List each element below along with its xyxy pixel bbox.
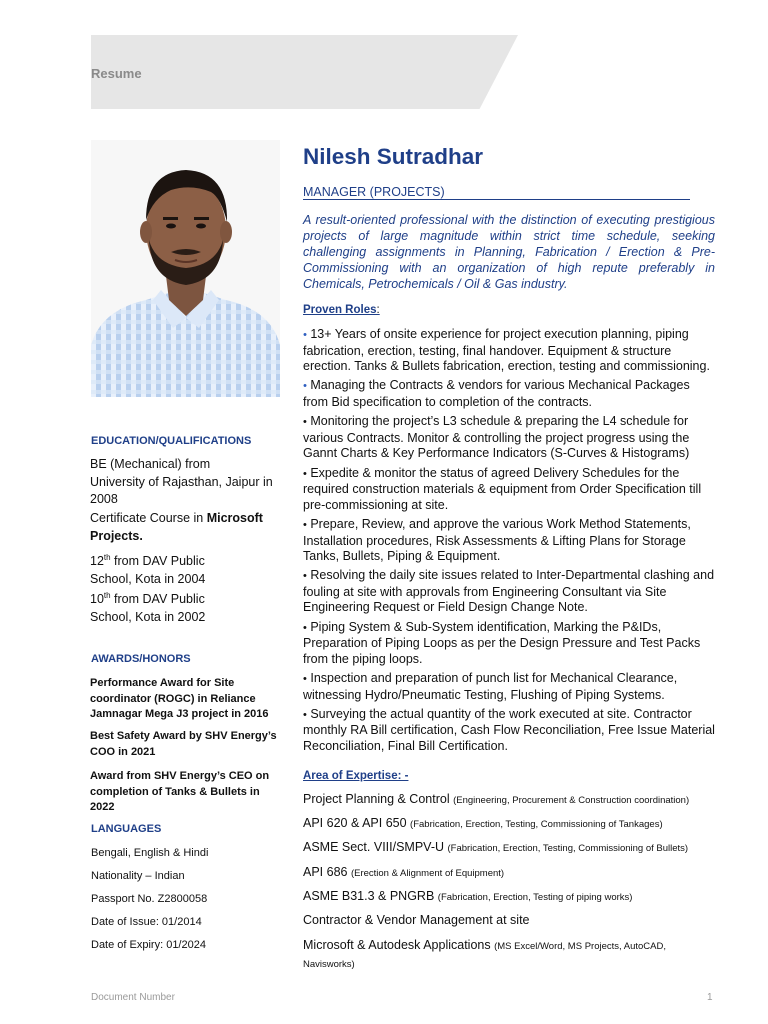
expertise-item [303, 889, 715, 905]
list-item-text: Expedite & monitor the status of agreed Delivery Schedules for the required construction materials & equipment from Order Specification till pre-commissioning at site. [303, 465, 702, 512]
expertise-item [303, 937, 715, 973]
list-item [303, 378, 715, 410]
page-number: 1 [707, 992, 713, 1003]
education-be-line2: University of Rajasthan, Jaipur in 2008 [90, 474, 273, 506]
award-item: Performance Award for Site coordinator (ROGC) in Reliance Jamnagar Mega J3 project in 2016 [90, 677, 269, 720]
list-item-text: Resolving the daily site issues related to Inter-Departmental clashing and fouling at site with approvals from Engineering Consultant via Site Engineering Request or Field Design Change Note. [303, 568, 715, 615]
header-label: Resume [91, 66, 142, 81]
nationality: Nationality – Indian [91, 870, 185, 882]
passport-number: Passport No. Z2800058 [91, 893, 208, 905]
bullet-icon: • [303, 467, 307, 480]
proven-roles-heading [303, 304, 380, 316]
profile-summary: A result-oriented professional with the distinction of executing prestigious projects of large magnitude within strict time schedule, seeking challenging assignments in Planning, Fabrication / Erection & Pre-Commissioning with an organization of high repute preferably in Chemicals, Petrochemicals / Oil & Gas industry. [303, 213, 715, 291]
education-be-line1: BE (Mechanical) from [90, 457, 211, 471]
expertise-main: ASME Sect. VIII/SMPV-U [303, 840, 448, 855]
expertise-main: ASME B31.3 & PNGRB [303, 888, 438, 903]
bullet-icon: • [303, 329, 307, 341]
list-item [303, 517, 715, 565]
bullet-icon: • [303, 518, 307, 531]
twelfth-num: 12 [90, 554, 104, 569]
tenth-rest: from DAV Public [110, 592, 205, 607]
education-heading: EDUCATION/QUALIFICATIONS [91, 435, 252, 447]
expertise-heading: Area of Expertise: - [303, 770, 409, 782]
profile-photo [91, 140, 280, 397]
list-item [303, 466, 715, 514]
tenth-sup: th [103, 591, 111, 600]
expertise-main: Project Planning & Control [303, 792, 454, 806]
bullet-icon: • [303, 621, 307, 634]
expertise-item [303, 865, 715, 881]
expertise-item [303, 840, 715, 856]
bullet-icon: • [303, 380, 307, 393]
tenth-num: 10 [90, 592, 104, 607]
bullet-icon: • [303, 570, 307, 583]
job-title: MANAGER (PROJECTS) [303, 185, 690, 200]
twelfth-rest: from DAV Public [110, 554, 205, 569]
education-cert-prefix: Certificate Course in [90, 511, 207, 525]
twelfth-line2: School, Kota in 2004 [90, 571, 206, 586]
expertise-detail: (Engineering, Procurement & Construction coordination) [453, 795, 690, 806]
list-item [303, 414, 715, 462]
proven-roles-colon: : [376, 304, 380, 316]
list-item-text: 13+ Years of onsite experience for project execution planning, piping fabrication, erection, testing, final handover. Equipment & structure erection. Tanks & Bullets fabrication, erection, testing and commissioning. [303, 327, 710, 374]
award-item: Best Safety Award by SHV Energy’s COO in 2021 [90, 730, 277, 758]
passport-issue-date: Date of Issue: 01/2014 [91, 916, 202, 928]
expertise-detail: (Erection & Alignment of Equipment) [350, 867, 505, 879]
proven-roles-title: Proven Roles [303, 304, 377, 316]
bullet-icon: • [303, 416, 307, 429]
list-item-text: Surveying the actual quantity of the work executed at site. Contractor monthly RA Bill certification, Cash Flow Reconciliation, Free Issue Material Reconciliation, Final Bill Certification. [303, 706, 715, 753]
list-item-text: Piping System & Sub-System identification, Marking the P&IDs, Preparation of Piping Loops as per the Design Pressure and Test Packs from the piping loops. [303, 619, 701, 666]
awards-heading: AWARDS/HONORS [91, 653, 191, 665]
expertise-main: Contractor & Vendor Management at site [303, 912, 530, 927]
list-item-text: Monitoring the project’s L3 schedule & preparing the L4 schedule for various Contracts. Monitor & controlling the project progress using the Gannt Charts & Key Performance Indicators (S-Curves & Histograms) [303, 414, 690, 461]
list-item [303, 327, 715, 375]
education-cert-course: Microsoft Projects. [90, 511, 263, 543]
footer-document-number: Document Number [91, 992, 175, 1003]
expertise-item [303, 913, 715, 929]
expertise-detail: (Fabrication, Erection, Testing of piping works) [437, 891, 633, 903]
education-twelfth [90, 549, 280, 588]
tenth-line2: School, Kota in 2002 [90, 609, 206, 624]
education-tenth [90, 587, 280, 626]
expertise-list [303, 792, 715, 981]
header-banner [91, 35, 518, 109]
expertise-item [303, 792, 715, 808]
expertise-item [303, 816, 715, 832]
education-certificate [90, 510, 280, 545]
expertise-detail: (Fabrication, Erection, Testing, Commissioning of Tankages) [410, 819, 663, 831]
list-item [303, 620, 715, 668]
bullet-icon: • [303, 673, 307, 686]
twelfth-sup: th [103, 553, 111, 562]
expertise-main: API 620 & API 650 [303, 816, 411, 831]
expertise-detail: (MS Excel/Word, MS Projects, AutoCAD, Navisworks) [303, 941, 667, 971]
list-item-text: Managing the Contracts & vendors for various Mechanical Packages from Bid specification to completion of the contracts. [303, 378, 690, 409]
passport-expiry-date: Date of Expiry: 01/2024 [91, 939, 206, 951]
education-be [90, 456, 280, 509]
list-item [303, 568, 715, 616]
list-item-text: Prepare, Review, and approve the various Work Method Statements, Installation procedures, Risk Assessments & Lifting Plans for Storage Tanks, Bullets, Piping & Equipment. [303, 516, 691, 564]
expertise-detail: (Fabrication, Erection, Testing, Commissioning of Bullets) [447, 843, 689, 855]
languages-heading: LANGUAGES [91, 823, 162, 835]
list-item-text: Inspection and preparation of punch list for Mechanical Clearance, witnessing Hydro/Pneumatic Testing, Flushing of Piping Systems. [303, 671, 678, 702]
award-item: Award from SHV Energy’s CEO on completion of Tanks & Bullets in 2022 [90, 770, 270, 813]
list-item [303, 671, 715, 703]
expertise-main: API 686 [303, 864, 351, 879]
list-item [303, 707, 715, 755]
bullet-icon: • [303, 708, 307, 721]
proven-roles-list [303, 327, 715, 758]
expertise-main: Microsoft & Autodesk Applications [303, 938, 495, 953]
languages-spoken: Bengali, English & Hindi [91, 847, 209, 859]
candidate-name: Nilesh Sutradhar [303, 144, 484, 169]
